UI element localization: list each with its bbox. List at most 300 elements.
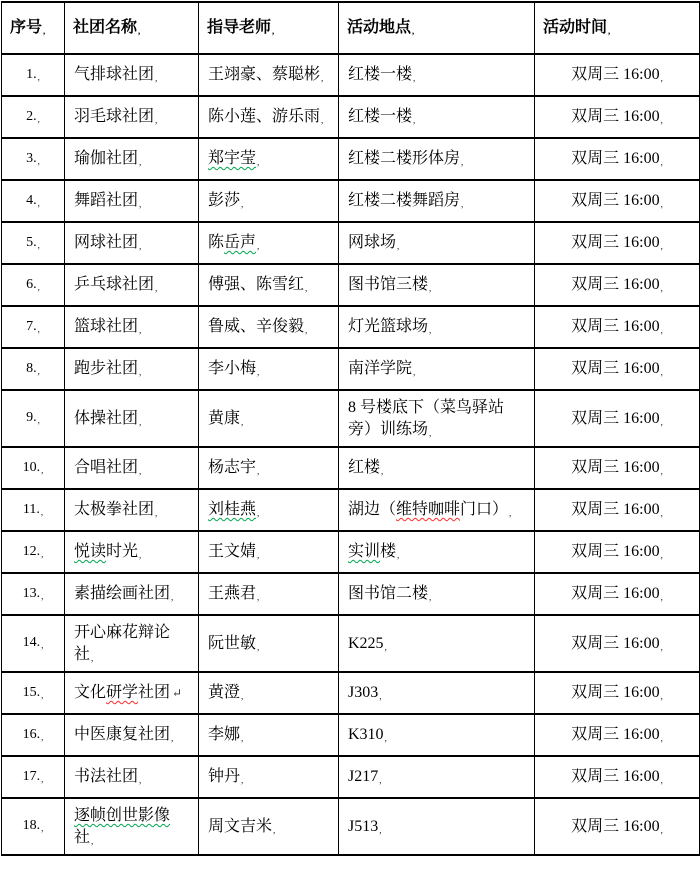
end-of-cell-mark: , — [257, 466, 260, 477]
end-of-cell-mark: , — [412, 26, 415, 37]
end-of-cell-mark: , — [257, 157, 260, 168]
activity-time: 双周三 16:00 — [571, 276, 660, 294]
end-of-cell-mark: , — [429, 427, 432, 438]
cell-club-name — [65, 615, 199, 672]
text-segment: 瑜伽社团 — [74, 150, 139, 168]
text-segment: J513 — [348, 817, 379, 835]
cell-index — [2, 573, 65, 615]
cell-location — [339, 714, 535, 756]
cell-time — [535, 180, 700, 222]
end-of-cell-mark: , — [461, 157, 464, 168]
text-segment: 社团 — [138, 684, 171, 702]
cell-index — [2, 672, 65, 714]
text-segment: 实训 — [348, 543, 381, 561]
table-row — [2, 615, 700, 672]
activity-time: 双周三 16:00 — [571, 360, 660, 378]
end-of-cell-mark: , — [379, 775, 382, 786]
activity-time: 双周三 16:00 — [571, 501, 660, 519]
row-number: 6. — [26, 276, 37, 292]
end-of-cell-mark: , — [257, 592, 260, 603]
cell-teacher — [199, 531, 339, 573]
text-segment: 红楼一楼 — [348, 108, 413, 126]
end-of-cell-mark: , — [379, 824, 382, 835]
text-segment: 李娜 — [208, 726, 241, 744]
cell-club-name — [65, 222, 199, 264]
text-segment: 社 — [74, 828, 91, 846]
header-col-teacher — [199, 2, 339, 54]
end-of-cell-mark: , — [241, 775, 244, 786]
table-row — [2, 714, 700, 756]
text-segment: 文化 — [74, 684, 107, 702]
table-row — [2, 264, 700, 306]
cell-location — [339, 138, 535, 180]
text-segment: 南洋学院 — [348, 360, 413, 378]
table-header — [2, 2, 700, 54]
cell-time — [535, 390, 700, 447]
end-of-cell-mark: , — [660, 73, 663, 84]
table-row — [2, 138, 700, 180]
header-row — [2, 2, 700, 54]
cell-teacher — [199, 180, 339, 222]
row-number: 15. — [22, 684, 41, 700]
end-of-cell-mark: , — [37, 155, 40, 166]
text-segment: 逐帧创世影像 — [74, 806, 171, 824]
text-segment: J217 — [348, 768, 379, 786]
cell-location — [339, 264, 535, 306]
cell-index — [2, 306, 65, 348]
activity-time: 双周三 16:00 — [571, 318, 660, 336]
cell-teacher — [199, 54, 339, 96]
end-of-cell-mark: , — [660, 241, 663, 252]
cell-teacher — [199, 573, 339, 615]
header-col-location — [339, 2, 535, 54]
table-row — [2, 672, 700, 714]
cell-index — [2, 714, 65, 756]
club-schedule-table — [1, 1, 700, 856]
table-row — [2, 96, 700, 138]
cell-location — [339, 573, 535, 615]
end-of-cell-mark: , — [139, 367, 142, 378]
text-segment: 跑步社团 — [74, 360, 139, 378]
cell-teacher — [199, 672, 339, 714]
text-segment: 图书馆三楼 — [348, 276, 429, 294]
cell-club-name — [65, 489, 199, 531]
end-of-cell-mark: , — [171, 733, 174, 744]
text-segment: 湖边（ — [348, 501, 397, 519]
end-of-cell-mark: , — [413, 115, 416, 126]
end-of-cell-mark: , — [660, 416, 663, 427]
cell-time — [535, 615, 700, 672]
cell-club-name — [65, 348, 199, 390]
text-segment: 时光 — [106, 543, 139, 561]
end-of-cell-mark: , — [397, 241, 400, 252]
text-segment: 悦读 — [74, 543, 107, 561]
text-segment: 中医康复社团 — [74, 726, 171, 744]
end-of-cell-mark: , — [273, 824, 276, 835]
end-of-cell-mark: , — [37, 323, 40, 334]
cell-club-name — [65, 138, 199, 180]
text-segment: 王翊豪、蔡聪彬 — [208, 66, 321, 84]
text-segment: 研学 — [106, 684, 139, 702]
cell-time — [535, 348, 700, 390]
text-segment: 书法社团 — [74, 768, 139, 786]
row-number: 8. — [26, 360, 37, 376]
table-row — [2, 348, 700, 390]
text-segment: 钟丹 — [208, 768, 241, 786]
cell-teacher — [199, 489, 339, 531]
end-of-cell-mark: , — [37, 71, 40, 82]
cell-location — [339, 489, 535, 531]
end-of-cell-mark: , — [41, 689, 44, 700]
table-row — [2, 489, 700, 531]
end-of-cell-mark: , — [429, 325, 432, 336]
cell-club-name — [65, 573, 199, 615]
end-of-cell-mark: , — [139, 325, 142, 336]
row-number: 12. — [22, 543, 41, 559]
table-row — [2, 54, 700, 96]
end-of-cell-mark: , — [429, 283, 432, 294]
cell-teacher — [199, 348, 339, 390]
end-of-cell-mark: , — [37, 197, 40, 208]
cell-location — [339, 54, 535, 96]
cell-location — [339, 222, 535, 264]
text-segment: 周文吉米 — [208, 817, 273, 835]
text-segment: 红楼一楼 — [348, 66, 413, 84]
table-row — [2, 306, 700, 348]
row-number: 17. — [22, 768, 41, 784]
activity-time: 双周三 16:00 — [571, 150, 660, 168]
text-segment: 鲁威、辛俊毅 — [208, 318, 305, 336]
cell-club-name — [65, 531, 199, 573]
table-row — [2, 447, 700, 489]
end-of-cell-mark: , — [321, 73, 324, 84]
cell-location — [339, 447, 535, 489]
cell-location — [339, 531, 535, 573]
cell-club-name — [65, 672, 199, 714]
end-of-cell-mark: , — [305, 283, 308, 294]
cell-index — [2, 756, 65, 798]
text-segment: 开心麻花辩论社 — [74, 623, 171, 663]
cell-location — [339, 615, 535, 672]
cell-index — [2, 348, 65, 390]
cell-teacher — [199, 714, 339, 756]
end-of-cell-mark: , — [91, 835, 94, 846]
end-of-cell-mark: , — [660, 199, 663, 210]
end-of-cell-mark: , — [37, 113, 40, 124]
cell-index — [2, 180, 65, 222]
end-of-cell-mark: , — [384, 641, 387, 652]
text-segment: 门口） — [460, 501, 509, 519]
activity-time: 双周三 16:00 — [571, 768, 660, 786]
cell-index — [2, 96, 65, 138]
end-of-cell-mark: , — [429, 592, 432, 603]
cell-time — [535, 489, 700, 531]
cell-location — [339, 390, 535, 447]
cell-time — [535, 447, 700, 489]
end-of-cell-mark: , — [397, 550, 400, 561]
end-of-cell-mark: , — [241, 199, 244, 210]
text-segment: 红楼二楼形体房 — [348, 150, 461, 168]
activity-time: 双周三 16:00 — [571, 585, 660, 603]
cell-teacher — [199, 306, 339, 348]
row-number: 14. — [22, 635, 41, 651]
end-of-cell-mark: , — [660, 283, 663, 294]
table-row — [2, 531, 700, 573]
cell-time — [535, 306, 700, 348]
end-of-cell-mark: , — [241, 691, 244, 702]
header-col-club-name — [65, 2, 199, 54]
row-number: 3. — [26, 150, 37, 166]
row-number: 1. — [26, 66, 37, 82]
text-segment: 网球社团 — [74, 234, 139, 252]
row-number: 16. — [22, 726, 41, 742]
cell-club-name — [65, 54, 199, 96]
end-of-cell-mark: , — [381, 466, 384, 477]
end-of-cell-mark: , — [241, 733, 244, 744]
table-body — [2, 54, 700, 855]
end-of-cell-mark: , — [321, 115, 324, 126]
cell-time — [535, 714, 700, 756]
end-of-cell-mark: , — [37, 415, 40, 426]
text-segment: 体操社团 — [74, 409, 139, 427]
text-segment: 刘桂燕 — [208, 501, 257, 519]
row-number: 7. — [26, 318, 37, 334]
end-of-cell-mark: , — [41, 731, 44, 742]
cell-teacher — [199, 222, 339, 264]
end-of-cell-mark: , — [139, 157, 142, 168]
end-of-cell-mark: , — [37, 365, 40, 376]
end-of-cell-mark: , — [40, 506, 44, 517]
text-segment: 红楼 — [348, 459, 381, 477]
activity-time: 双周三 16:00 — [571, 684, 660, 702]
text-segment: 网球场 — [348, 234, 397, 252]
end-of-cell-mark: , — [91, 652, 94, 663]
cell-time — [535, 672, 700, 714]
cell-time — [535, 96, 700, 138]
text-segment: 傅强、陈雪红 — [208, 276, 305, 294]
end-of-cell-mark: , — [660, 824, 663, 835]
cell-club-name — [65, 96, 199, 138]
text-segment: 篮球社团 — [74, 318, 139, 336]
text-segment: 黄康 — [208, 409, 241, 427]
cell-location — [339, 756, 535, 798]
cell-location — [339, 180, 535, 222]
end-of-cell-mark: , — [257, 508, 260, 519]
text-segment: 合唱社团 — [74, 459, 139, 477]
end-of-cell-mark: , — [139, 466, 142, 477]
cell-location — [339, 96, 535, 138]
end-of-cell-mark: , — [171, 592, 174, 603]
end-of-cell-mark: , — [138, 26, 141, 37]
end-of-cell-mark: , — [461, 199, 464, 210]
row-number: 9. — [26, 410, 37, 426]
table-row — [2, 798, 700, 855]
cell-teacher — [199, 798, 339, 855]
activity-time: 双周三 16:00 — [571, 409, 660, 427]
text-segment: 素描绘画社团 — [74, 585, 171, 603]
cell-club-name — [65, 798, 199, 855]
text-segment: 王文婧 — [208, 543, 257, 561]
cell-index — [2, 531, 65, 573]
table-row — [2, 390, 700, 447]
end-of-cell-mark: , — [41, 464, 44, 475]
cell-index — [2, 138, 65, 180]
text-segment: 维特咖啡 — [396, 501, 461, 519]
activity-time: 双周三 16:00 — [571, 192, 660, 210]
end-of-cell-mark: , — [155, 73, 158, 84]
row-number: 4. — [26, 192, 37, 208]
end-of-cell-mark: , — [41, 773, 44, 784]
cell-time — [535, 531, 700, 573]
end-of-cell-mark: , — [272, 26, 275, 37]
end-of-cell-mark: , — [139, 241, 142, 252]
end-of-cell-mark: , — [413, 367, 416, 378]
cell-club-name — [65, 180, 199, 222]
header-label: 序号 — [10, 19, 43, 37]
row-number: 11. — [22, 501, 40, 517]
cell-index — [2, 390, 65, 447]
text-segment: 乒乓球社团 — [74, 276, 155, 294]
activity-time: 双周三 16:00 — [571, 726, 660, 744]
text-segment: 彭莎 — [208, 192, 241, 210]
text-segment: J303 — [348, 684, 379, 702]
row-number: 10. — [22, 459, 41, 475]
end-of-cell-mark: , — [257, 550, 260, 561]
activity-time: 双周三 16:00 — [571, 817, 660, 835]
cell-club-name — [65, 306, 199, 348]
cell-location — [339, 798, 535, 855]
end-of-cell-mark: , — [660, 733, 663, 744]
cell-time — [535, 573, 700, 615]
activity-time: 双周三 16:00 — [571, 543, 660, 561]
end-of-cell-mark: , — [257, 641, 260, 652]
end-of-cell-mark: , — [241, 416, 244, 427]
cell-teacher — [199, 264, 339, 306]
cell-club-name — [65, 447, 199, 489]
header-label: 活动时间 — [543, 19, 608, 37]
end-of-cell-mark: , — [41, 823, 44, 834]
header-col-time — [535, 2, 700, 54]
text-segment: 气排球社团 — [74, 66, 155, 84]
table-row — [2, 222, 700, 264]
end-of-cell-mark: , — [660, 691, 663, 702]
end-of-cell-mark: , — [43, 26, 46, 37]
cell-index — [2, 222, 65, 264]
end-of-cell-mark: , — [660, 775, 663, 786]
cell-time — [535, 222, 700, 264]
row-number: 13. — [22, 585, 41, 601]
cell-time — [535, 54, 700, 96]
end-of-cell-mark: , — [305, 325, 308, 336]
end-of-cell-mark: , — [660, 157, 663, 168]
end-of-cell-mark: , — [37, 239, 40, 250]
text-segment: K225 — [348, 634, 384, 652]
end-of-cell-mark: , — [257, 241, 260, 252]
end-of-cell-mark: , — [660, 641, 663, 652]
cell-index — [2, 489, 65, 531]
end-of-cell-mark: , — [379, 691, 382, 702]
cell-teacher — [199, 96, 339, 138]
text-segment: 羽毛球社团 — [74, 108, 155, 126]
text-segment: 岳声 — [224, 234, 257, 252]
cell-time — [535, 264, 700, 306]
row-number: 5. — [26, 234, 37, 250]
header-col-index — [2, 2, 65, 54]
text-segment: 郑宇莹 — [208, 150, 257, 168]
header-label: 指导老师 — [207, 19, 272, 37]
cell-location — [339, 672, 535, 714]
text-segment: 黄澄 — [208, 684, 241, 702]
table-row — [2, 180, 700, 222]
cell-index — [2, 264, 65, 306]
end-of-cell-mark: , — [608, 26, 611, 37]
cell-teacher — [199, 447, 339, 489]
activity-time: 双周三 16:00 — [571, 234, 660, 252]
end-of-cell-mark: , — [509, 508, 512, 519]
cell-teacher — [199, 615, 339, 672]
end-of-cell-mark: , — [660, 508, 663, 519]
text-segment: 舞蹈社团 — [74, 192, 139, 210]
table-row — [2, 756, 700, 798]
cell-teacher — [199, 138, 339, 180]
cell-teacher — [199, 390, 339, 447]
end-of-cell-mark: , — [660, 592, 663, 603]
end-of-cell-mark: , — [139, 199, 142, 210]
cell-club-name — [65, 390, 199, 447]
cell-index — [2, 54, 65, 96]
row-number: 18. — [22, 818, 41, 834]
cell-index — [2, 447, 65, 489]
activity-time: 双周三 16:00 — [571, 66, 660, 84]
text-segment: 楼 — [380, 543, 397, 561]
text-segment: 红楼二楼舞蹈房 — [348, 192, 461, 210]
end-of-cell-mark: , — [41, 590, 44, 601]
activity-time: 双周三 16:00 — [571, 459, 660, 477]
text-segment: 8 号楼底下（菜鸟驿站旁）训练场 — [348, 398, 505, 438]
cell-location — [339, 306, 535, 348]
cell-club-name — [65, 756, 199, 798]
end-of-cell-mark: , — [139, 550, 142, 561]
end-of-cell-mark: , — [660, 550, 663, 561]
table-row — [2, 573, 700, 615]
text-segment: 陈 — [208, 234, 225, 252]
cell-time — [535, 798, 700, 855]
cell-index — [2, 615, 65, 672]
text-segment: 阮世敏 — [208, 634, 257, 652]
end-of-cell-mark: , — [155, 508, 158, 519]
activity-time: 双周三 16:00 — [571, 634, 660, 652]
cell-location — [339, 348, 535, 390]
cell-club-name — [65, 264, 199, 306]
text-segment: 王燕君 — [208, 585, 257, 603]
end-of-cell-mark: , — [41, 548, 44, 559]
text-segment: 陈小莲、游乐雨 — [208, 108, 321, 126]
cell-index — [2, 798, 65, 855]
end-of-cell-mark: , — [257, 367, 260, 378]
end-of-cell-mark: , — [37, 281, 40, 292]
cell-teacher — [199, 756, 339, 798]
text-segment: 李小梅 — [208, 360, 257, 378]
end-of-cell-mark: , — [413, 73, 416, 84]
end-of-cell-mark: , — [660, 325, 663, 336]
end-of-cell-mark: , — [660, 115, 663, 126]
cell-club-name — [65, 714, 199, 756]
end-of-cell-mark: , — [660, 466, 663, 477]
end-of-cell-mark: , — [155, 283, 158, 294]
text-segment: K310 — [348, 726, 384, 744]
end-of-cell-mark: , — [660, 367, 663, 378]
row-number: 2. — [26, 108, 37, 124]
